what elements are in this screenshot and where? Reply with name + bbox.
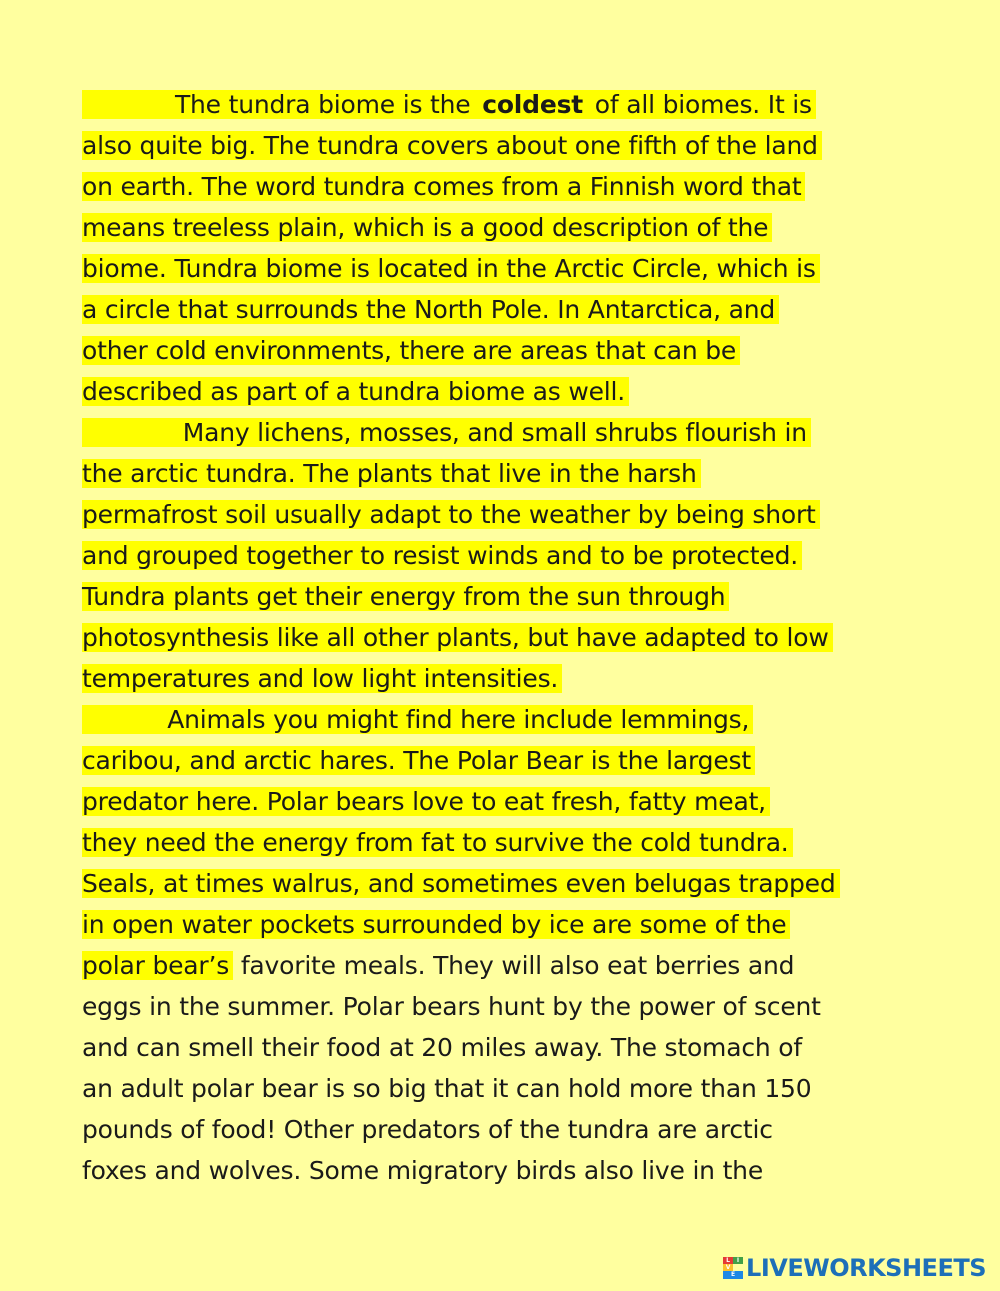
passage-line [82, 412, 922, 453]
passage-line [82, 781, 922, 822]
logo-icon-cell: V [723, 1264, 733, 1271]
text-segment: a circle that surrounds the North Pole. In Antarctica, and [82, 295, 779, 324]
passage-line [82, 330, 922, 371]
text-segment: temperatures and low light intensities. [82, 664, 562, 693]
passage-line [82, 822, 922, 863]
text-segment: an adult polar bear is so big that it can hold more than 150 [82, 1074, 812, 1103]
text-segment: Animals you might find here include lemmings, [82, 705, 753, 734]
text-segment: biome. Tundra biome is located in the Arctic Circle, which is [82, 254, 820, 283]
text-segment: caribou, and arctic hares. The Polar Bear is the largest [82, 746, 755, 775]
passage-line [82, 658, 922, 699]
liveworksheets-logo [723, 1255, 986, 1281]
text-segment: described as part of a tundra biome as well. [82, 377, 629, 406]
text-segment: and grouped together to resist winds and to be protected. [82, 541, 802, 570]
passage-line [82, 166, 922, 207]
passage-line [82, 248, 922, 289]
text-segment: Many lichens, mosses, and small shrubs flourish in [82, 418, 811, 447]
text-segment: photosynthesis like all other plants, but have adapted to low [82, 623, 833, 652]
text-segment: predator here. Polar bears love to eat fresh, fatty meat, [82, 787, 770, 816]
text-segment: of all biomes. It is [587, 90, 816, 119]
text-segment: the arctic tundra. The plants that live in the harsh [82, 459, 701, 488]
text-segment: also quite big. The tundra covers about one fifth of the land [82, 131, 822, 160]
logo-icon-cell: E [723, 1271, 743, 1279]
passage-line [82, 289, 922, 330]
logo-icon-cell: L [723, 1257, 733, 1264]
text-segment: they need the energy from fat to survive the cold tundra. [82, 828, 793, 857]
bold-word: coldest [482, 90, 587, 119]
text-segment: other cold environments, there are areas that can be [82, 336, 740, 365]
passage-line [82, 904, 922, 945]
passage-line [82, 740, 922, 781]
text-segment: The tundra biome is the [82, 90, 482, 119]
passage-line [82, 1150, 922, 1191]
text-segment: favorite meals. They will also eat berries and [233, 951, 795, 980]
text-segment: means treeless plain, which is a good description of the [82, 213, 772, 242]
passage-line [82, 617, 922, 658]
logo-icon-cell: I [733, 1257, 743, 1264]
liveworksheets-logo-text: LIVEWORKSHEETS [746, 1254, 986, 1282]
passage-line [82, 371, 922, 412]
passage-line [82, 494, 922, 535]
text-segment: in open water pockets surrounded by ice are some of the [82, 910, 790, 939]
passage-line [82, 125, 922, 166]
passage-line [82, 453, 922, 494]
text-segment: foxes and wolves. Some migratory birds also live in the [82, 1156, 764, 1185]
passage-line [82, 84, 922, 125]
passage-line [82, 535, 922, 576]
liveworksheets-logo-icon [723, 1257, 743, 1279]
passage-line [82, 863, 922, 904]
passage-line [82, 945, 922, 986]
passage-line [82, 1027, 922, 1068]
text-segment: pounds of food! Other predators of the tundra are arctic [82, 1115, 773, 1144]
text-segment: and can smell their food at 20 miles away. The stomach of [82, 1033, 802, 1062]
text-segment: eggs in the summer. Polar bears hunt by the power of scent [82, 992, 821, 1021]
passage-line [82, 576, 922, 617]
text-segment: Tundra plants get their energy from the sun through [82, 582, 729, 611]
passage-line [82, 699, 922, 740]
passage-line [82, 207, 922, 248]
text-segment: Seals, at times walrus, and sometimes even belugas trapped [82, 869, 840, 898]
passage-line [82, 1109, 922, 1150]
passage-line [82, 1068, 922, 1109]
text-segment: permafrost soil usually adapt to the weather by being short [82, 500, 820, 529]
passage-line [82, 986, 922, 1027]
text-segment: polar bear’s [82, 951, 233, 980]
text-segment: on earth. The word tundra comes from a Finnish word that [82, 172, 805, 201]
reading-passage [82, 84, 922, 1191]
